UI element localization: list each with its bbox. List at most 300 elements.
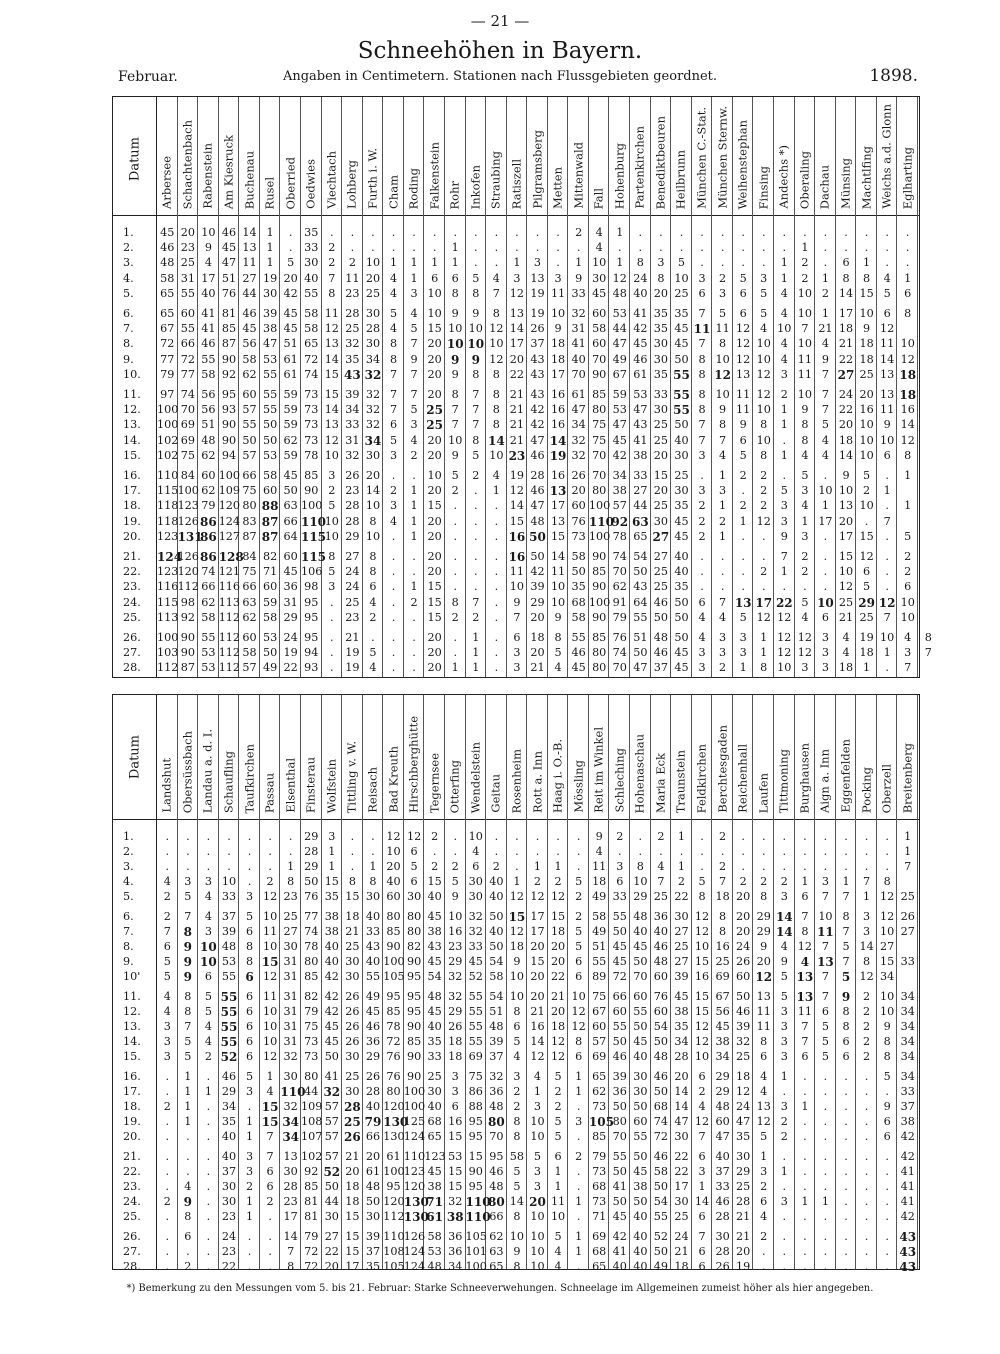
upper-table-cell: 40 bbox=[201, 286, 216, 300]
upper-table-cell: 29 bbox=[345, 529, 360, 543]
lower-table-cell: 20 bbox=[324, 1260, 339, 1273]
lower-table-cell: 120 bbox=[403, 1180, 426, 1193]
lower-table-cell: 92 bbox=[304, 1165, 319, 1178]
upper-table-cell: 115 bbox=[157, 595, 179, 609]
lower-table-cell: 34 bbox=[448, 1260, 463, 1273]
lower-table-cell: 20 bbox=[530, 970, 545, 983]
upper-snow-table bbox=[112, 96, 932, 678]
lower-table-cell: . bbox=[227, 830, 231, 843]
lower-table-cell: 4 bbox=[760, 1070, 768, 1083]
lower-table-cell: 47 bbox=[736, 1115, 751, 1128]
lower-table-cell: 6 bbox=[698, 1210, 706, 1223]
lower-table-cell: 50 bbox=[633, 1100, 648, 1113]
lower-table-cell: 2 bbox=[163, 1195, 171, 1208]
lower-table-cell: 50 bbox=[653, 1085, 669, 1098]
lower-table-cell: 7 bbox=[801, 1020, 809, 1033]
lower-table-cell: 6 bbox=[245, 1050, 254, 1063]
lower-table-cell: 5 bbox=[821, 1050, 829, 1063]
lower-table-cell: 21 bbox=[674, 1245, 689, 1258]
upper-table-cell: 4 bbox=[369, 661, 377, 675]
lower-table-cell: . bbox=[782, 830, 787, 843]
lower-table-cell: 12 bbox=[694, 925, 710, 938]
upper-table-cell: 2 bbox=[472, 610, 480, 624]
lower-table-cell: 46 bbox=[653, 1150, 669, 1163]
lower-table-cell: 1 bbox=[266, 1070, 274, 1083]
lower-station-name: Passau bbox=[262, 772, 277, 813]
lower-table-cell: 55 bbox=[220, 1020, 238, 1034]
upper-table-cell: . bbox=[700, 226, 704, 239]
lower-table-cell: . bbox=[803, 1165, 807, 1178]
lower-station-name: Reisach bbox=[365, 767, 380, 813]
lower-table-cell: 57 bbox=[324, 1100, 339, 1113]
lower-table-cell: 75 bbox=[304, 1020, 319, 1033]
upper-table-cell: 7 bbox=[472, 595, 480, 609]
upper-table-cell: 90 bbox=[180, 646, 195, 660]
lower-table-cell: 4 bbox=[472, 845, 480, 858]
lower-table-cell: 105 bbox=[465, 1230, 487, 1243]
upper-table-cell: 13 bbox=[880, 388, 895, 401]
upper-station-name: Arbersee bbox=[159, 156, 174, 209]
lower-table-cell: 40 bbox=[221, 1150, 237, 1163]
lower-table-cell: . bbox=[165, 1180, 170, 1193]
lower-table-cell: 46 bbox=[653, 1070, 669, 1083]
upper-table-cell: 1 bbox=[883, 646, 891, 660]
upper-table-cell: 60 bbox=[262, 580, 278, 594]
upper-table-cell: 19 bbox=[549, 448, 567, 463]
lower-table-cell: 37 bbox=[365, 1245, 381, 1258]
lower-table-cell: . bbox=[227, 860, 231, 873]
upper-table-cell: 53 bbox=[201, 646, 216, 660]
lower-table-cell: . bbox=[576, 860, 581, 873]
lower-table-cell: 90 bbox=[406, 1070, 422, 1083]
upper-table-cell: 1 bbox=[410, 271, 418, 285]
lower-table-cell: 45 bbox=[633, 1165, 648, 1178]
lower-station-name: Rott a. Inn bbox=[529, 750, 544, 813]
lower-station-name: Aign a. Inn bbox=[817, 749, 832, 813]
lower-table-cell: 10 bbox=[262, 910, 278, 923]
upper-table-cell: 10 bbox=[550, 307, 566, 320]
lower-table-cell: 2 bbox=[492, 860, 500, 873]
lower-table-cell: 112 bbox=[383, 1210, 405, 1223]
lower-table-cell: 32 bbox=[323, 1085, 341, 1099]
upper-date-cell: 13. bbox=[123, 418, 141, 432]
upper-table-cell: 58 bbox=[262, 610, 278, 624]
upper-table-cell: 4 bbox=[369, 595, 377, 609]
upper-table-cell: 100 bbox=[177, 484, 199, 498]
upper-table-cell: . bbox=[412, 661, 416, 675]
upper-table-cell: 57 bbox=[612, 499, 627, 513]
upper-table-cell: 45 bbox=[612, 433, 627, 447]
lower-table-cell: . bbox=[576, 845, 581, 858]
upper-table-cell: 10 bbox=[859, 448, 874, 462]
lower-table-cell: 27 bbox=[674, 955, 689, 968]
lower-table-cell: 46 bbox=[365, 1020, 381, 1033]
lower-table-cell: 2 bbox=[780, 1130, 788, 1143]
upper-table-cell: 3 bbox=[554, 271, 562, 285]
upper-table-cell: . bbox=[412, 610, 416, 624]
upper-table-cell: . bbox=[330, 595, 334, 609]
upper-table-cell: 1 bbox=[266, 256, 274, 270]
lower-table-cell: 1 bbox=[184, 1100, 192, 1113]
upper-table-cell: . bbox=[330, 631, 334, 644]
upper-table-cell: 5 bbox=[863, 469, 871, 482]
upper-table-cell: 4 bbox=[821, 448, 829, 462]
lower-table-cell: . bbox=[844, 1150, 848, 1163]
lower-table-cell: 120 bbox=[383, 1100, 405, 1113]
lower-table-cell: . bbox=[206, 1180, 211, 1193]
lower-table-cell: 20 bbox=[530, 990, 545, 1003]
lower-table-cell: 46 bbox=[221, 1070, 237, 1083]
upper-table-cell: 19 bbox=[283, 646, 298, 660]
upper-table-cell: 27 bbox=[653, 550, 669, 563]
upper-table-cell: 47 bbox=[530, 499, 545, 513]
lower-table-cell: 26 bbox=[345, 1020, 360, 1033]
upper-table-cell: . bbox=[885, 565, 889, 579]
upper-table-cell: 11 bbox=[880, 337, 895, 351]
upper-table-cell: . bbox=[782, 580, 787, 594]
lower-station-name: Schaufling bbox=[221, 750, 236, 813]
upper-table-cell: 29 bbox=[283, 610, 298, 624]
lower-table-cell: 11 bbox=[550, 1195, 566, 1208]
lower-table-cell: 29 bbox=[304, 830, 319, 843]
upper-table-cell: 9 bbox=[575, 271, 583, 285]
upper-table-cell: 40 bbox=[674, 565, 689, 579]
upper-table-cell: 76 bbox=[221, 286, 237, 300]
lower-table-cell: . bbox=[823, 1130, 828, 1143]
lower-table-cell: 58 bbox=[427, 1230, 442, 1243]
lower-table-cell: 20 bbox=[386, 860, 401, 873]
lower-station-name: Feldkirchen bbox=[694, 743, 709, 813]
lower-table-cell: 4 bbox=[204, 910, 212, 923]
upper-table-cell: 10 bbox=[365, 529, 381, 543]
lower-table-cell: 3 bbox=[780, 890, 788, 903]
lower-date-cell: 7. bbox=[123, 925, 134, 938]
upper-table-cell: 87 bbox=[180, 661, 195, 675]
upper-table-cell: . bbox=[741, 226, 745, 239]
upper-table-cell: 65 bbox=[160, 286, 175, 300]
upper-table-cell: 23 bbox=[345, 286, 360, 300]
upper-table-cell: 112 bbox=[218, 631, 241, 644]
upper-table-cell: . bbox=[700, 550, 704, 563]
upper-table-cell: 2 bbox=[760, 565, 768, 579]
lower-table-cell: 3 bbox=[163, 1050, 171, 1063]
footnote: *) Bemerkung zu den Messungen vom 5. bis 21. Februar: Starke Schneeverwehungen. Schneelage im Allgemeinen zumeist höher als hier angegeben. bbox=[126, 1283, 874, 1294]
lower-table-cell: 16 bbox=[448, 925, 463, 938]
lower-table-cell: 18 bbox=[736, 1070, 751, 1083]
upper-table-cell: 35 bbox=[674, 307, 689, 320]
upper-table-cell: 2 bbox=[348, 256, 356, 270]
lower-table-cell: 4 bbox=[595, 845, 603, 858]
lower-table-cell: 32 bbox=[489, 1070, 504, 1083]
upper-table-cell: 110 bbox=[588, 514, 614, 529]
upper-table-cell: 8 bbox=[698, 352, 706, 366]
upper-table-cell: 22 bbox=[838, 403, 854, 417]
upper-table-cell: 19 bbox=[859, 631, 874, 644]
upper-table-cell: 7 bbox=[904, 661, 912, 675]
lower-table-cell: 89 bbox=[592, 970, 607, 983]
upper-table-cell: 11 bbox=[324, 307, 339, 320]
lower-table-cell: 6 bbox=[245, 1020, 254, 1033]
lower-table-cell: 65 bbox=[489, 1260, 504, 1273]
upper-station-name: Rabenstein bbox=[200, 143, 215, 209]
lower-table-cell: . bbox=[206, 830, 211, 843]
upper-table-cell: 32 bbox=[364, 367, 382, 382]
upper-table-cell: 1 bbox=[410, 580, 418, 594]
lower-table-cell: . bbox=[885, 1260, 889, 1273]
upper-table-cell: 53 bbox=[612, 307, 627, 320]
lower-table-cell: 25 bbox=[283, 910, 298, 923]
lower-table-cell: 25 bbox=[427, 1070, 442, 1083]
lower-table-cell: 60 bbox=[592, 1020, 607, 1033]
lower-table-cell: 1 bbox=[533, 1085, 542, 1098]
lower-table-cell: 39 bbox=[489, 1035, 504, 1048]
lower-table-cell: 26 bbox=[715, 1260, 730, 1273]
lower-table-cell: 18 bbox=[550, 1020, 566, 1033]
upper-table-cell: . bbox=[494, 595, 499, 609]
upper-table-cell: 34 bbox=[364, 433, 382, 448]
upper-table-cell: 8 bbox=[472, 433, 480, 447]
upper-table-cell: 2 bbox=[760, 484, 768, 498]
upper-table-cell: 90 bbox=[592, 550, 607, 563]
upper-table-cell: . bbox=[720, 241, 725, 255]
lower-table-cell: 29 bbox=[633, 890, 648, 903]
upper-table-cell: . bbox=[474, 256, 478, 270]
lower-table-cell: 6 bbox=[698, 1150, 706, 1163]
upper-table-cell: 4 bbox=[719, 610, 727, 624]
lower-table-cell: 15 bbox=[345, 890, 360, 903]
lower-table-cell: 110 bbox=[465, 1195, 491, 1209]
lower-table-cell: 66 bbox=[365, 1130, 381, 1143]
lower-table-cell: 13 bbox=[796, 970, 814, 984]
upper-table-cell: 73 bbox=[304, 418, 319, 432]
lower-table-cell: 36 bbox=[653, 910, 669, 923]
lower-table-cell: 63 bbox=[489, 1245, 504, 1258]
lower-table-cell: 1 bbox=[554, 860, 562, 873]
upper-table-cell: . bbox=[720, 256, 725, 270]
upper-table-cell: 3 bbox=[719, 484, 727, 498]
upper-table-cell: 1 bbox=[266, 226, 274, 239]
lower-table-cell: 48 bbox=[365, 1180, 381, 1193]
upper-table-cell: 20 bbox=[180, 226, 195, 239]
lower-table-cell: 7 bbox=[801, 1035, 809, 1048]
lower-table-cell: 38 bbox=[446, 1210, 464, 1224]
lower-table-cell: 8 bbox=[883, 875, 891, 888]
lower-table-cell: 105 bbox=[383, 970, 405, 983]
upper-table-cell: 87 bbox=[261, 514, 279, 529]
upper-table-cell: 2 bbox=[410, 448, 418, 462]
lower-table-cell: 5 bbox=[513, 1180, 521, 1193]
upper-table-cell: 74 bbox=[612, 646, 627, 660]
lower-table-cell: 48 bbox=[489, 1020, 504, 1033]
lower-table-cell: 6 bbox=[184, 1230, 192, 1243]
lower-table-cell: . bbox=[885, 1180, 889, 1193]
lower-table-cell: 8 bbox=[513, 1130, 521, 1143]
lower-table-cell: 6 bbox=[245, 970, 254, 984]
lower-table-cell: 3 bbox=[780, 1005, 788, 1018]
lower-table-cell: 5 bbox=[780, 970, 788, 983]
lower-table-cell: 2 bbox=[163, 890, 171, 903]
upper-table-cell: 60 bbox=[592, 307, 607, 320]
lower-table-cell: 45 bbox=[365, 1005, 381, 1018]
upper-table-cell: 9 bbox=[842, 469, 850, 482]
upper-table-cell: 1 bbox=[410, 514, 418, 528]
upper-table-cell: . bbox=[761, 580, 766, 594]
upper-table-cell: 40 bbox=[674, 433, 689, 447]
lower-table-cell: 7 bbox=[821, 970, 829, 983]
upper-table-cell: 9 bbox=[471, 352, 480, 367]
upper-table-cell: . bbox=[720, 580, 725, 594]
upper-table-cell: 18 bbox=[838, 661, 854, 675]
upper-table-cell: 4 bbox=[801, 610, 809, 624]
upper-table-cell: 45 bbox=[674, 529, 689, 543]
upper-table-cell: 22 bbox=[775, 595, 793, 610]
upper-table-cell: 12 bbox=[509, 286, 525, 300]
lower-table-cell: 29 bbox=[221, 1085, 237, 1098]
upper-station-name: Finsing bbox=[755, 165, 770, 209]
upper-table-cell: 50 bbox=[674, 418, 689, 432]
upper-station-name: Heilbrunn bbox=[673, 149, 688, 209]
lower-table-cell: 20 bbox=[736, 925, 751, 938]
upper-table-cell: 123 bbox=[157, 529, 179, 543]
upper-table-cell: 10 bbox=[468, 322, 483, 336]
upper-table-cell: 27 bbox=[652, 529, 670, 544]
lower-table-cell: . bbox=[576, 1100, 581, 1113]
lower-table-cell: 52 bbox=[323, 1165, 341, 1179]
lower-table-cell: 6 bbox=[760, 1195, 768, 1208]
lower-table-cell: 45 bbox=[468, 955, 483, 968]
upper-table-cell: 17 bbox=[509, 337, 525, 351]
lower-table-cell: . bbox=[165, 1150, 170, 1163]
lower-table-cell: 26 bbox=[345, 1005, 360, 1018]
lower-table-cell: 95 bbox=[468, 1180, 483, 1193]
upper-station-name: Furth i. W. bbox=[365, 147, 380, 209]
upper-table-cell: 30 bbox=[592, 271, 607, 285]
lower-table-cell: . bbox=[186, 1150, 190, 1163]
upper-table-cell: 20 bbox=[427, 529, 442, 543]
lower-table-cell: . bbox=[844, 1245, 848, 1258]
lower-table-cell: 37 bbox=[900, 1100, 915, 1113]
upper-date-cell: 4. bbox=[123, 271, 134, 285]
lower-table-cell: 40 bbox=[633, 1210, 648, 1223]
upper-table-cell: 85 bbox=[304, 469, 319, 482]
upper-table-cell: 8 bbox=[328, 286, 336, 300]
lower-table-cell: 72 bbox=[653, 1130, 669, 1143]
lower-table-cell: 2 bbox=[863, 990, 871, 1003]
lower-station-name: Breitenberg bbox=[899, 742, 914, 813]
lower-table-cell: 40 bbox=[633, 1245, 648, 1258]
upper-table-cell: 1 bbox=[616, 256, 624, 270]
upper-table-cell: 17 bbox=[818, 514, 833, 528]
lower-table-cell: 30 bbox=[283, 1165, 298, 1178]
lower-table-cell: 95 bbox=[406, 990, 422, 1003]
lower-table-cell: 50 bbox=[633, 955, 648, 968]
lower-table-cell: 3 bbox=[451, 1085, 459, 1098]
upper-table-cell: . bbox=[474, 580, 478, 594]
upper-table-cell: . bbox=[885, 499, 889, 513]
upper-table-cell: . bbox=[453, 565, 457, 579]
upper-table-cell: 90 bbox=[592, 580, 607, 594]
lower-table-cell: 40 bbox=[386, 875, 401, 888]
upper-table-cell: 25 bbox=[345, 595, 360, 609]
lower-table-cell: . bbox=[844, 845, 848, 858]
lower-table-cell: 22 bbox=[674, 890, 689, 903]
lower-table-cell: 38 bbox=[715, 1035, 730, 1048]
upper-table-cell: 46 bbox=[160, 241, 175, 255]
upper-table-cell: 3 bbox=[657, 256, 665, 270]
lower-table-cell: 3 bbox=[245, 1150, 254, 1163]
upper-table-cell: . bbox=[823, 529, 828, 543]
upper-table-cell: . bbox=[453, 646, 457, 660]
upper-table-cell: 1 bbox=[451, 661, 459, 675]
upper-table-cell: 3 bbox=[780, 499, 788, 513]
lower-date-cell: 12. bbox=[123, 1005, 141, 1018]
upper-table-cell: . bbox=[782, 433, 787, 447]
lower-table-cell: 126 bbox=[403, 1230, 426, 1243]
lower-table-cell: 29 bbox=[756, 910, 771, 923]
upper-table-cell: 4 bbox=[821, 433, 829, 447]
lower-table-cell: 8 bbox=[883, 1050, 891, 1063]
lower-table-cell: . bbox=[206, 860, 211, 873]
lower-table-cell: 25 bbox=[715, 955, 730, 968]
upper-table-cell: 60 bbox=[592, 337, 607, 351]
lower-date-cell: 3. bbox=[123, 860, 134, 873]
upper-date-cell: 22. bbox=[123, 565, 141, 579]
lower-table-cell: 30 bbox=[345, 970, 360, 983]
upper-table-cell: 3 bbox=[719, 286, 727, 300]
upper-station-name: Straubing bbox=[488, 150, 503, 209]
lower-table-cell: 30 bbox=[736, 1150, 751, 1163]
lower-table-cell: 8 bbox=[183, 925, 193, 939]
upper-table-cell: 2 bbox=[698, 514, 706, 528]
lower-table-cell: 14 bbox=[530, 1035, 545, 1048]
upper-table-cell: 56 bbox=[201, 403, 216, 417]
upper-table-cell: 10 bbox=[838, 484, 854, 498]
upper-station-name: Metten bbox=[550, 166, 565, 209]
lower-date-cell: 16. bbox=[123, 1070, 141, 1083]
upper-table-cell: 32 bbox=[345, 448, 360, 462]
lower-table-cell: 50 bbox=[324, 1180, 339, 1193]
lower-table-cell: 49 bbox=[592, 890, 607, 903]
upper-table-cell: . bbox=[453, 514, 457, 528]
upper-table-cell: 72 bbox=[180, 352, 195, 366]
upper-table-cell: 15 bbox=[550, 529, 566, 543]
upper-table-cell: . bbox=[474, 241, 478, 255]
lower-table-cell: 34 bbox=[282, 1115, 300, 1129]
upper-table-cell: 95 bbox=[304, 610, 319, 624]
upper-table-cell: 92 bbox=[180, 610, 195, 624]
lower-table-cell: 80 bbox=[488, 1115, 505, 1129]
upper-table-cell: 8 bbox=[924, 631, 932, 644]
lower-table-cell: . bbox=[885, 860, 889, 873]
lower-table-cell: . bbox=[823, 1180, 828, 1193]
lower-table-cell: 66 bbox=[612, 990, 627, 1003]
lower-table-cell: 5 bbox=[780, 990, 788, 1003]
upper-table-cell: 85 bbox=[592, 388, 607, 401]
upper-table-cell: 116 bbox=[218, 580, 241, 594]
lower-table-cell: 10 bbox=[262, 1005, 278, 1018]
lower-table-cell: . bbox=[186, 1245, 190, 1258]
upper-table-cell: 34 bbox=[571, 418, 586, 432]
upper-table-cell: 59 bbox=[283, 403, 298, 417]
upper-table-cell: . bbox=[885, 550, 889, 563]
upper-table-cell: 47 bbox=[612, 337, 627, 351]
upper-table-cell: 40 bbox=[674, 550, 689, 563]
upper-table-cell: . bbox=[391, 661, 396, 675]
upper-table-cell: . bbox=[494, 550, 499, 563]
upper-table-cell: . bbox=[741, 256, 745, 270]
lower-table-cell: 2 bbox=[677, 875, 686, 888]
upper-table-cell: 30 bbox=[304, 256, 319, 270]
